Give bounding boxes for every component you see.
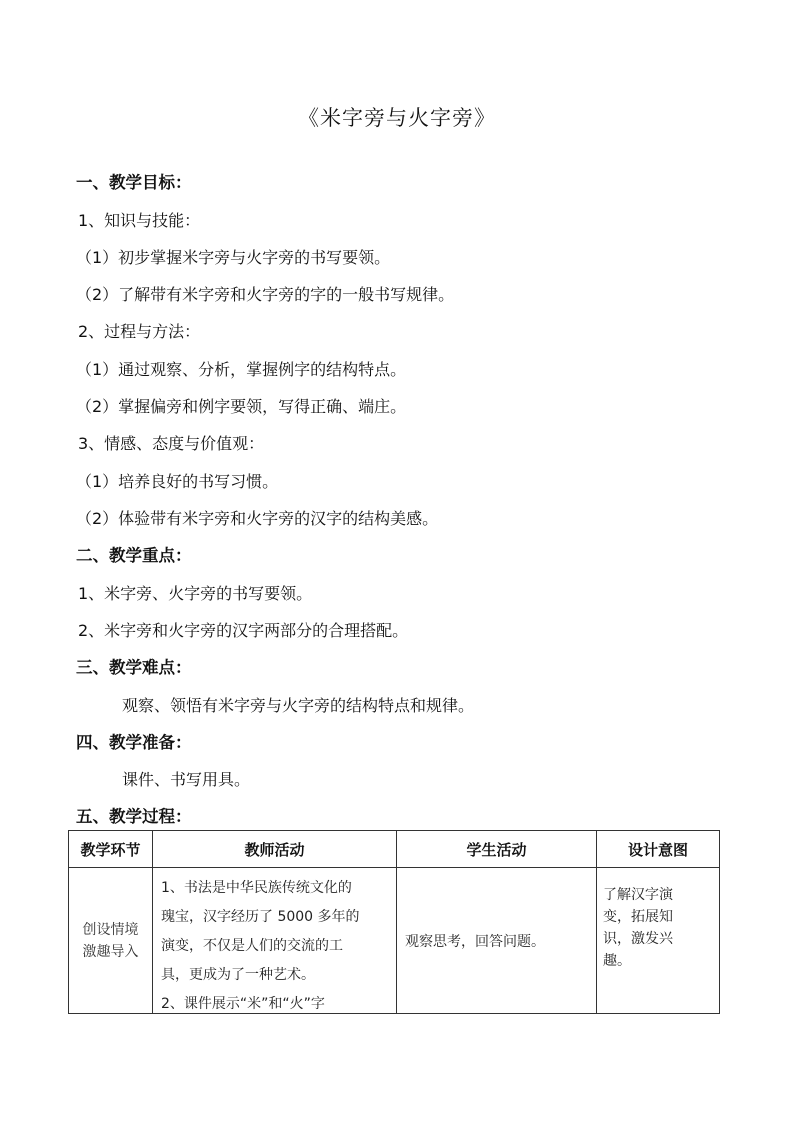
table-header-row bbox=[69, 831, 720, 868]
header-student-activity: 学生活动 bbox=[397, 831, 597, 868]
teaching-process-table bbox=[68, 830, 720, 1014]
section-heading-key-points: 二、教学重点： bbox=[76, 546, 192, 565]
stage-line: 创设情境 bbox=[82, 921, 139, 938]
key-point-item: 2、米字旁和火字旁的汉字两部分的合理搭配。 bbox=[78, 621, 409, 640]
student-activity-cell: 观察思考，回答问题。 bbox=[397, 868, 597, 1014]
design-line: 识，激发兴 bbox=[603, 931, 673, 947]
objective-item: （2）体验带有米字旁和火字旁的汉字的结构美感。 bbox=[76, 509, 439, 528]
table-row bbox=[69, 868, 720, 1014]
section-heading-process: 五、教学过程： bbox=[76, 807, 192, 826]
document-title: 《米字旁与火字旁》 bbox=[298, 106, 496, 130]
difficulty-text: 观察、领悟有米字旁与火字旁的结构特点和规律。 bbox=[122, 696, 475, 715]
objective-knowledge-label: 1、知识与技能： bbox=[78, 211, 201, 230]
header-design-intent: 设计意图 bbox=[597, 831, 720, 868]
design-line: 变，拓展知 bbox=[603, 909, 673, 925]
design-intent-cell bbox=[597, 868, 720, 1014]
objective-item: （1）初步掌握米字旁与火字旁的书写要领。 bbox=[76, 248, 391, 267]
objective-item: （1）培养良好的书写习惯。 bbox=[76, 472, 279, 491]
teacher-line: 1、书法是中华民族传统文化的 bbox=[161, 880, 352, 896]
section-heading-objectives: 一、教学目标： bbox=[76, 173, 192, 192]
stage-line: 激趣导入 bbox=[82, 943, 139, 960]
objective-values-label: 3、情感、态度与价值观： bbox=[78, 434, 265, 453]
section-heading-preparation: 四、教学准备： bbox=[76, 733, 192, 752]
objective-item: （2）掌握偏旁和例字要领，写得正确、端庄。 bbox=[76, 397, 407, 416]
objective-item: （1）通过观察、分析，掌握例字的结构特点。 bbox=[76, 360, 407, 379]
objective-item: （2）了解带有米字旁和火字旁的字的一般书写规律。 bbox=[76, 285, 455, 304]
header-teacher-activity: 教师活动 bbox=[153, 831, 397, 868]
teacher-line: 2、课件展示“米”和“火”字 bbox=[161, 996, 325, 1012]
stage-cell bbox=[69, 868, 153, 1014]
objective-process-label: 2、过程与方法： bbox=[78, 322, 201, 341]
teacher-line: 演变，不仅是人们的交流的工 bbox=[161, 938, 343, 954]
teacher-activity-cell bbox=[153, 868, 397, 1014]
section-heading-difficulties: 三、教学难点： bbox=[76, 658, 192, 677]
header-stage: 教学环节 bbox=[69, 831, 153, 868]
teacher-line: 具，更成为了一种艺术。 bbox=[161, 967, 315, 983]
key-point-item: 1、米字旁、火字旁的书写要领。 bbox=[78, 584, 313, 603]
design-line: 趣。 bbox=[603, 953, 631, 969]
teacher-line: 瑰宝，汉字经历了 5000 多年的 bbox=[161, 909, 360, 925]
preparation-text: 课件、书写用具。 bbox=[122, 770, 251, 789]
design-line: 了解汉字演 bbox=[603, 887, 673, 903]
